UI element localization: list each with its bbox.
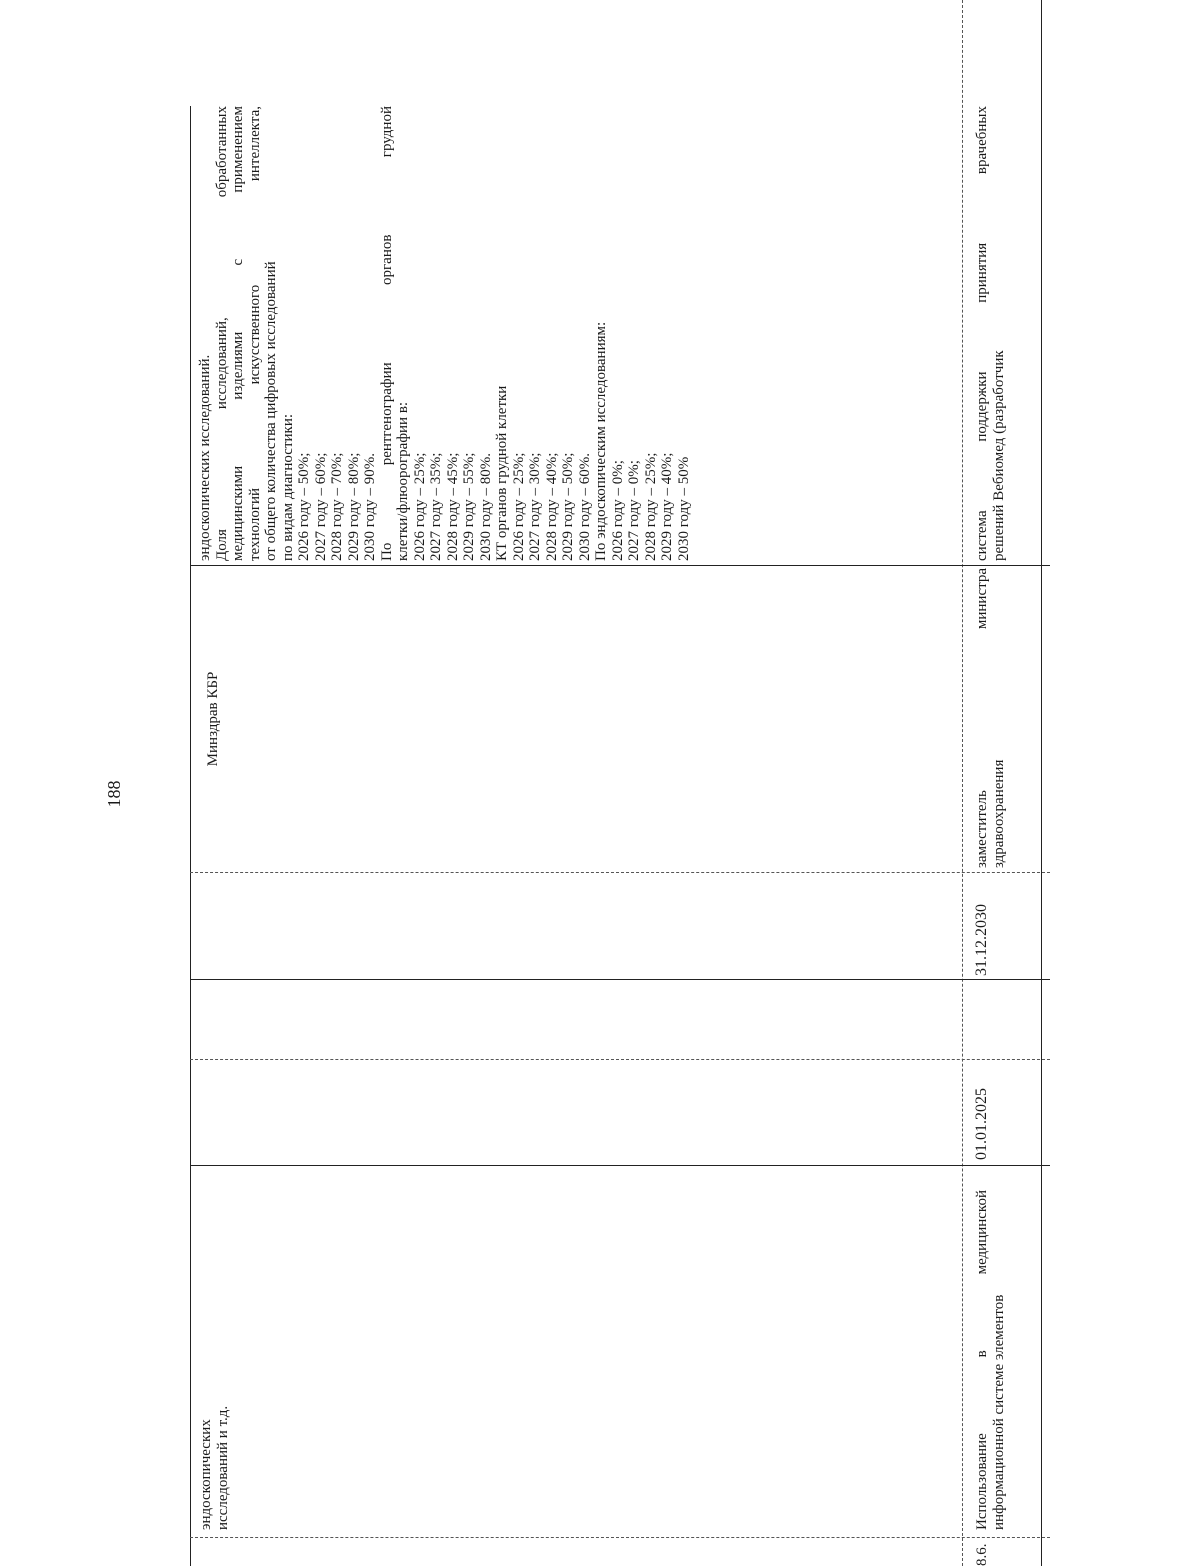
col-border-number — [190, 1537, 1050, 1538]
result-line: 2026 году – 25%; — [411, 452, 428, 561]
col-border-end — [190, 979, 1050, 980]
responsible-cell: Минздрав КБР — [205, 671, 221, 767]
col-border-indicator — [190, 565, 1050, 566]
result-line: 2028 году – 70%; — [329, 452, 345, 561]
table-top-border — [190, 106, 191, 1566]
task-cell-continuation: эндоскопических исследований и т.д. — [198, 1405, 231, 1530]
indicator-cell: эндоскопических исследований. Доля исследований, обработанных медицинскими изделиями с применением технологий искусственного интеллекта, от общего количества цифровых исследований по видам диагностики: 2026 году – 50%; 2027 году – 60%; 2028 году – 70%; 2029 году – 80%; 2030 году – 90%. По рентгенографии органов грудной клетки/флюорографии в: 2026 году – 25%; 2027 году – 35%; 2028 году – 45%; 2029 году – 55%; 2030 году – 80%. КТ органов грудной клетки 2026 году – 25%; 2027 году – 30%; 2028 году – 40%; 2029 году – 50%; 2030 году – 60%. По эндоскопическим исследованиям: 2026 году – 0%; 2027 году – 0%; 2028 году – 25%; 2029 году – 40%; 2030 году – 50% — [197, 106, 692, 561]
result-line: 2027 году – 0%; — [626, 460, 642, 561]
row-number: 8.6. — [974, 1543, 990, 1566]
start-date-cell: 01.01.2025 — [973, 1088, 990, 1160]
result-line: 2030 году – 60%. — [576, 453, 593, 561]
responsible-cell: заместитель министра здравоохранения — [974, 568, 1007, 868]
result-line: 2027 году – 60%; — [312, 452, 329, 561]
result-line: 2026 году – 50%; — [296, 452, 312, 561]
result-line: 2029 году – 50%; — [560, 452, 576, 561]
result-line: 2030 году – 80%. — [477, 453, 494, 561]
result-line: 2029 году – 55%; — [461, 452, 477, 561]
result-line: 2026 году – 0%; — [609, 460, 626, 561]
result-line: 2027 году – 30%; — [527, 452, 543, 561]
section-heading: КТ органов грудной клетки — [494, 385, 510, 561]
result-cell: система поддержки принятия врачебных решений Вебиомед (разработчик — [974, 106, 1007, 561]
col-border-start — [190, 1059, 1050, 1060]
end-date-cell: 31.12.2030 — [973, 904, 990, 976]
result-line: 2030 году – 90%. — [362, 453, 378, 561]
task-cell: Использование в медицинской информационной системе элементов — [974, 1190, 1007, 1530]
result-line: 2026 году – 25%; — [510, 452, 527, 561]
result-line: 2029 году – 80%; — [345, 452, 362, 561]
col-border-responsible — [190, 872, 1050, 873]
result-line: 2027 году – 35%; — [428, 452, 444, 561]
col-border-task — [190, 1165, 1050, 1166]
page-number: 188 — [104, 780, 124, 808]
result-line: 2028 году – 25%; — [642, 452, 659, 561]
row-divider-line — [962, 0, 963, 1566]
result-line: 2028 году – 45%; — [444, 452, 461, 561]
result-line: 2030 году – 50% — [675, 456, 692, 561]
result-line: 2028 году – 40%; — [543, 452, 560, 561]
section-heading: По эндоскопическим исследованиям: — [593, 321, 609, 561]
table-bottom-border — [1041, 0, 1042, 1566]
result-line: 2029 году – 40%; — [659, 452, 675, 561]
section-heading: По рентгенографии органов грудной — [378, 106, 395, 561]
section-heading: клетки/флюорографии в: — [395, 401, 411, 561]
